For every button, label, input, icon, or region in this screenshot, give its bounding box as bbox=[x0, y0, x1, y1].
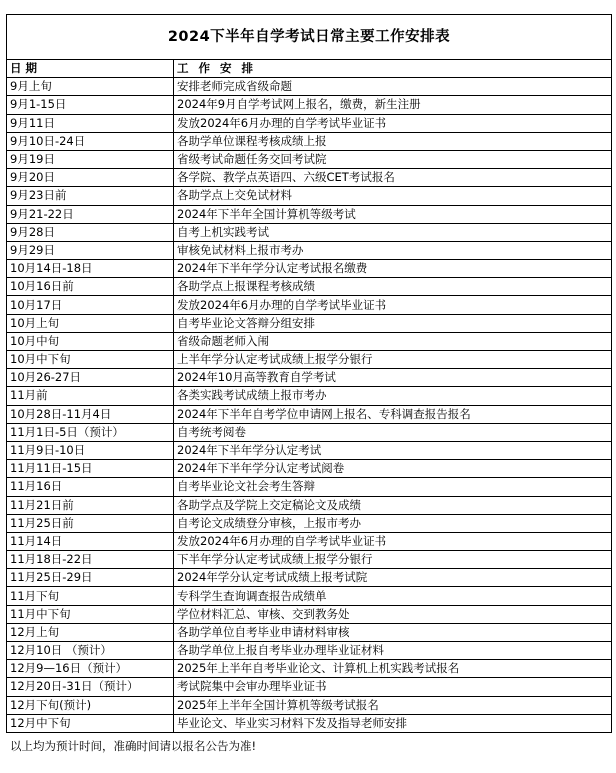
date-cell: 11月1日-5日（预计） bbox=[7, 423, 174, 441]
date-cell: 9月23日前 bbox=[7, 187, 174, 205]
date-cell: 9月21-22日 bbox=[7, 205, 174, 223]
work-cell: 各助学点上报课程考核成绩 bbox=[174, 278, 612, 296]
table-row bbox=[7, 241, 612, 259]
table-row bbox=[7, 369, 612, 387]
table-row bbox=[7, 605, 612, 623]
table-row bbox=[7, 696, 612, 714]
work-cell: 专科学生查询调查报告成绩单 bbox=[174, 587, 612, 605]
work-cell: 2024年下半年学分认定考试阅卷 bbox=[174, 460, 612, 478]
date-cell: 11月14日 bbox=[7, 532, 174, 550]
date-cell: 10月26-27日 bbox=[7, 369, 174, 387]
table-row bbox=[7, 423, 612, 441]
table-row bbox=[7, 514, 612, 532]
work-cell: 2025年上半年全国计算机等级考试报名 bbox=[174, 696, 612, 714]
date-cell: 10月17日 bbox=[7, 296, 174, 314]
date-cell: 9月1-15日 bbox=[7, 96, 174, 114]
date-cell: 9月20日 bbox=[7, 169, 174, 187]
footnote: 以上均为预计时间，准确时间请以报名公告为准! bbox=[10, 739, 257, 753]
date-cell: 9月19日 bbox=[7, 150, 174, 168]
work-cell: 2024年下半年学分认定考试 bbox=[174, 441, 612, 459]
date-cell: 9月11日 bbox=[7, 114, 174, 132]
table-row bbox=[7, 460, 612, 478]
work-cell: 2024年下半年全国计算机等级考试 bbox=[174, 205, 612, 223]
table-row bbox=[7, 387, 612, 405]
work-cell: 2024年学分认定考试成绩上报考试院 bbox=[174, 569, 612, 587]
table-row bbox=[7, 532, 612, 550]
table-row bbox=[7, 260, 612, 278]
header-work: 工 作 安 排 bbox=[174, 60, 612, 78]
work-cell: 学位材料汇总、审核、交到教务处 bbox=[174, 605, 612, 623]
work-cell: 发放2024年6月办理的自学考试毕业证书 bbox=[174, 296, 612, 314]
table-row bbox=[7, 660, 612, 678]
work-cell: 自考毕业论文社会考生答辩 bbox=[174, 478, 612, 496]
date-cell: 11月11日-15日 bbox=[7, 460, 174, 478]
work-cell: 各助学点上交免试材料 bbox=[174, 187, 612, 205]
table-row bbox=[7, 714, 612, 732]
table-row bbox=[7, 496, 612, 514]
date-cell: 11月16日 bbox=[7, 478, 174, 496]
table-row bbox=[7, 96, 612, 114]
work-cell: 2024年下半年自考学位申请网上报名、专科调查报告报名 bbox=[174, 405, 612, 423]
work-cell: 自考论文成绩登分审核，上报市考办 bbox=[174, 514, 612, 532]
table-row bbox=[7, 278, 612, 296]
date-cell: 11月25日前 bbox=[7, 514, 174, 532]
table-title: 2024下半年自学考试日常主要工作安排表 bbox=[7, 15, 612, 60]
table-row bbox=[7, 587, 612, 605]
date-cell: 10月中下旬 bbox=[7, 351, 174, 369]
table-row bbox=[7, 169, 612, 187]
table-row bbox=[7, 114, 612, 132]
table-row bbox=[7, 296, 612, 314]
date-cell: 11月中下旬 bbox=[7, 605, 174, 623]
date-cell: 10月16日前 bbox=[7, 278, 174, 296]
table-row bbox=[7, 441, 612, 459]
work-cell: 2024年9月自学考试网上报名，缴费，新生注册 bbox=[174, 96, 612, 114]
table-row bbox=[7, 642, 612, 660]
date-cell: 11月18日-22日 bbox=[7, 551, 174, 569]
table-row bbox=[7, 78, 612, 96]
work-cell: 省级考试命题任务交回考试院 bbox=[174, 150, 612, 168]
table-row bbox=[7, 405, 612, 423]
date-cell: 12月9—16日（预计） bbox=[7, 660, 174, 678]
work-cell: 下半年学分认定考试成绩上报学分银行 bbox=[174, 551, 612, 569]
table-row bbox=[7, 623, 612, 641]
table-row bbox=[7, 314, 612, 332]
date-cell: 12月中下旬 bbox=[7, 714, 174, 732]
schedule-sheet bbox=[6, 14, 611, 733]
work-cell: 自考上机实践考试 bbox=[174, 223, 612, 241]
table-row bbox=[7, 478, 612, 496]
work-cell: 2025年上半年自考毕业论文、计算机上机实践考试报名 bbox=[174, 660, 612, 678]
work-cell: 2024年下半年学分认定考试报名缴费 bbox=[174, 260, 612, 278]
table-row bbox=[7, 223, 612, 241]
table-row bbox=[7, 150, 612, 168]
work-cell: 各类实践考试成绩上报市考办 bbox=[174, 387, 612, 405]
table-row bbox=[7, 205, 612, 223]
schedule-table bbox=[6, 14, 612, 733]
date-cell: 10月上旬 bbox=[7, 314, 174, 332]
work-cell: 各助学单位课程考核成绩上报 bbox=[174, 132, 612, 150]
table-row bbox=[7, 187, 612, 205]
work-cell: 各学院、教学点英语四、六级CET考试报名 bbox=[174, 169, 612, 187]
work-cell: 发放2024年6月办理的自学考试毕业证书 bbox=[174, 114, 612, 132]
date-cell: 10月14日-18日 bbox=[7, 260, 174, 278]
date-cell: 12月上旬 bbox=[7, 623, 174, 641]
work-cell: 自考统考阅卷 bbox=[174, 423, 612, 441]
table-row bbox=[7, 678, 612, 696]
date-cell: 11月21日前 bbox=[7, 496, 174, 514]
work-cell: 自考毕业论文答辩分组安排 bbox=[174, 314, 612, 332]
work-cell: 上半年学分认定考试成绩上报学分银行 bbox=[174, 351, 612, 369]
work-cell: 2024年10月高等教育自学考试 bbox=[174, 369, 612, 387]
table-row bbox=[7, 569, 612, 587]
date-cell: 11月前 bbox=[7, 387, 174, 405]
date-cell: 10月28日-11月4日 bbox=[7, 405, 174, 423]
date-cell: 9月29日 bbox=[7, 241, 174, 259]
date-cell: 11月下旬 bbox=[7, 587, 174, 605]
header-date: 日 期 bbox=[7, 60, 174, 78]
work-cell: 发放2024年6月办理的自学考试毕业证书 bbox=[174, 532, 612, 550]
header-row bbox=[7, 60, 612, 78]
table-row bbox=[7, 132, 612, 150]
work-cell: 安排老师完成省级命题 bbox=[174, 78, 612, 96]
table-row bbox=[7, 351, 612, 369]
date-cell: 10月中旬 bbox=[7, 332, 174, 350]
work-cell: 各助学点及学院上交定稿论文及成绩 bbox=[174, 496, 612, 514]
table-row bbox=[7, 551, 612, 569]
work-cell: 省级命题老师入闱 bbox=[174, 332, 612, 350]
date-cell: 9月上旬 bbox=[7, 78, 174, 96]
date-cell: 11月25日-29日 bbox=[7, 569, 174, 587]
work-cell: 毕业论文、毕业实习材料下发及指导老师安排 bbox=[174, 714, 612, 732]
date-cell: 12月20日-31日（预计） bbox=[7, 678, 174, 696]
work-cell: 各助学单位上报自考毕业办理毕业证材料 bbox=[174, 642, 612, 660]
work-cell: 考试院集中会审办理毕业证书 bbox=[174, 678, 612, 696]
date-cell: 11月9日-10日 bbox=[7, 441, 174, 459]
title-row bbox=[7, 15, 612, 60]
date-cell: 9月28日 bbox=[7, 223, 174, 241]
date-cell: 12月下旬(预计) bbox=[7, 696, 174, 714]
work-cell: 审核免试材料上报市考办 bbox=[174, 241, 612, 259]
date-cell: 12月10日 （预计） bbox=[7, 642, 174, 660]
work-cell: 各助学单位自考毕业申请材料审核 bbox=[174, 623, 612, 641]
table-row bbox=[7, 332, 612, 350]
date-cell: 9月10日-24日 bbox=[7, 132, 174, 150]
